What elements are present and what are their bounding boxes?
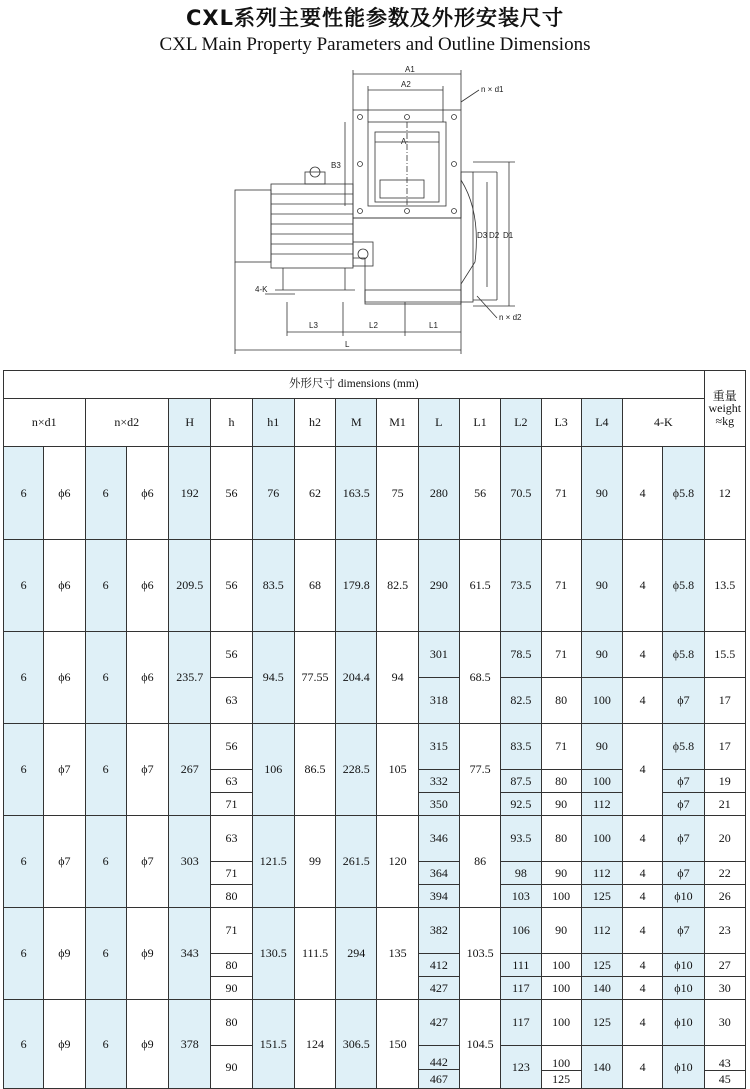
cell-L4: 140 — [581, 1046, 622, 1089]
label-b3: B3 — [331, 161, 341, 170]
cell-H: 192 — [169, 447, 211, 540]
label-l1: L1 — [429, 321, 438, 330]
cell-h1: 121.5 — [252, 816, 294, 908]
cell-L2: 103 — [501, 885, 541, 908]
col-M1: M1 — [377, 399, 418, 447]
cell-Kn: 4 — [623, 816, 663, 862]
cell-K: ϕ7 — [663, 908, 704, 954]
cell-weight: 20 — [704, 816, 745, 862]
cell-weight: 21 — [704, 793, 745, 816]
cell-L4: 140 — [581, 977, 622, 1000]
cell-Kn: 4 — [623, 885, 663, 908]
cell-L: 290 — [418, 540, 459, 632]
cell-weight: 15.5 — [704, 632, 745, 678]
label-a2: A2 — [401, 80, 411, 89]
cell-L2: 70.5 — [501, 447, 541, 540]
cell-h1: 106 — [252, 724, 294, 816]
cell-h2: 62 — [294, 447, 335, 540]
cell-K: ϕ10 — [663, 1046, 704, 1089]
header-weight — [704, 371, 745, 447]
cell-weight: 43 — [704, 1046, 745, 1071]
table-row — [4, 632, 746, 678]
cell-L3: 100 — [541, 885, 581, 908]
cell-h2: 111.5 — [294, 908, 335, 1000]
table-row — [4, 908, 746, 954]
label-l: L — [345, 340, 350, 349]
cell-h1: 76 — [252, 447, 294, 540]
cell-Kn: 4 — [623, 678, 663, 724]
cell-Kn: 4 — [623, 540, 663, 632]
cell-weight: 45 — [704, 1071, 745, 1089]
page-title-chinese: CXL系列主要性能参数及外形安装尺寸 — [186, 6, 564, 30]
cell-L3: 80 — [541, 770, 581, 793]
cell-L2: 78.5 — [501, 632, 541, 678]
cell-L4: 100 — [581, 678, 622, 724]
cell-H: 378 — [169, 1000, 211, 1089]
cell-h: 63 — [211, 770, 252, 793]
cell-h: 90 — [211, 1046, 252, 1089]
cell-L4: 90 — [581, 540, 622, 632]
col-nd1: n×d1 — [4, 399, 86, 447]
cell-L: 427 — [418, 1000, 459, 1046]
cell-Kn: 4 — [623, 1000, 663, 1046]
cell-Kn: 4 — [623, 724, 663, 816]
label-d3: D3 — [477, 231, 488, 240]
cell-K: ϕ7 — [663, 862, 704, 885]
cell-d1: ϕ6 — [44, 632, 85, 724]
label-k: 4-K — [255, 285, 268, 294]
cell-M: 261.5 — [336, 816, 377, 908]
cell-h1: 130.5 — [252, 908, 294, 1000]
cell-L4: 90 — [581, 447, 622, 540]
cell-h2: 99 — [294, 816, 335, 908]
cell-L: 301 — [418, 632, 459, 678]
cell-L2: 82.5 — [501, 678, 541, 724]
cell-h: 90 — [211, 977, 252, 1000]
cell-L3: 90 — [541, 793, 581, 816]
header-weight-cn: 重量 — [712, 388, 737, 403]
cell-L: 427 — [418, 977, 459, 1000]
cell-d2: ϕ6 — [126, 447, 168, 540]
cell-L: 280 — [418, 447, 459, 540]
cell-d2: ϕ7 — [126, 816, 168, 908]
header-dimensions: 外形尺寸 dimensions (mm) — [4, 371, 705, 399]
cell-n1: 6 — [4, 447, 44, 540]
cell-M1: 120 — [377, 816, 418, 908]
cell-h2: 124 — [294, 1000, 335, 1089]
col-K: 4-K — [623, 399, 705, 447]
table-row — [4, 816, 746, 862]
cell-weight: 12 — [704, 447, 745, 540]
cell-h: 56 — [211, 540, 252, 632]
cell-L4: 100 — [581, 816, 622, 862]
cell-weight: 23 — [704, 908, 745, 954]
cell-n1: 6 — [4, 540, 44, 632]
table-row — [4, 447, 746, 540]
cell-L2: 83.5 — [501, 724, 541, 770]
col-L: L — [418, 399, 459, 447]
cell-L2: 87.5 — [501, 770, 541, 793]
cell-K: ϕ7 — [663, 816, 704, 862]
cell-L: 412 — [418, 954, 459, 977]
cell-n1: 6 — [4, 908, 44, 1000]
cell-Kn: 4 — [623, 862, 663, 885]
cell-weight: 19 — [704, 770, 745, 793]
cell-h2: 68 — [294, 540, 335, 632]
cell-L3: 71 — [541, 724, 581, 770]
cell-d1: ϕ6 — [44, 447, 85, 540]
cell-K: ϕ10 — [663, 1000, 704, 1046]
cell-d2: ϕ6 — [126, 632, 168, 724]
table-row — [4, 1000, 746, 1046]
cell-L4: 90 — [581, 724, 622, 770]
header-weight-unit: ≈kg — [715, 413, 735, 428]
cell-M: 228.5 — [336, 724, 377, 816]
cell-h: 56 — [211, 447, 252, 540]
cell-L2: 93.5 — [501, 816, 541, 862]
cell-L2: 117 — [501, 977, 541, 1000]
label-d1: D1 — [503, 231, 514, 240]
cell-L4: 112 — [581, 908, 622, 954]
cell-M1: 75 — [377, 447, 418, 540]
cell-K: ϕ5.8 — [663, 540, 704, 632]
cell-K: ϕ10 — [663, 954, 704, 977]
cell-L3: 125 — [541, 1071, 581, 1089]
cell-h: 56 — [211, 632, 252, 678]
cell-M: 163.5 — [336, 447, 377, 540]
col-L2: L2 — [501, 399, 541, 447]
cell-L1: 86 — [459, 816, 500, 908]
cell-weight: 22 — [704, 862, 745, 885]
cell-M1: 150 — [377, 1000, 418, 1089]
cell-h: 63 — [211, 816, 252, 862]
cell-L2: 111 — [501, 954, 541, 977]
cell-h: 71 — [211, 908, 252, 954]
cell-L: 467 — [418, 1070, 459, 1089]
cell-L4: 100 — [581, 770, 622, 793]
cell-L3: 100 — [541, 1000, 581, 1046]
cell-L2: 98 — [501, 862, 541, 885]
cell-n1: 6 — [4, 724, 44, 816]
cell-Kn: 4 — [623, 632, 663, 678]
cell-M1: 135 — [377, 908, 418, 1000]
col-L3: L3 — [541, 399, 581, 447]
cell-M1: 105 — [377, 724, 418, 816]
cell-L: 382 — [418, 908, 459, 954]
label-l3: L3 — [309, 321, 318, 330]
cell-h2: 86.5 — [294, 724, 335, 816]
table-row — [4, 724, 746, 770]
cell-h: 56 — [211, 724, 252, 770]
cell-d1: ϕ7 — [44, 816, 85, 908]
cell-L3: 100 — [541, 1046, 581, 1071]
cell-weight: 17 — [704, 724, 745, 770]
cell-L: 318 — [418, 678, 459, 724]
col-L1: L1 — [459, 399, 500, 447]
cell-h2: 77.55 — [294, 632, 335, 724]
cell-M1: 82.5 — [377, 540, 418, 632]
cell-L3: 90 — [541, 908, 581, 954]
cell-L4: 125 — [581, 1000, 622, 1046]
cell-K: ϕ5.8 — [663, 632, 704, 678]
cell-d1: ϕ9 — [44, 908, 85, 1000]
cell-L4: 112 — [581, 793, 622, 816]
cell-d2: ϕ9 — [126, 908, 168, 1000]
cell-weight: 30 — [704, 1000, 745, 1046]
cell-L3: 80 — [541, 678, 581, 724]
cell-L3: 80 — [541, 816, 581, 862]
cell-Kn: 4 — [623, 1046, 663, 1089]
cell-H: 209.5 — [169, 540, 211, 632]
cell-H: 303 — [169, 816, 211, 908]
header-weight-en: weight — [708, 401, 742, 416]
cell-L2: 117 — [501, 1000, 541, 1046]
dimension-table — [3, 370, 746, 1089]
cell-L: 346 — [418, 816, 459, 862]
cell-L2: 73.5 — [501, 540, 541, 632]
cell-K: ϕ5.8 — [663, 447, 704, 540]
cell-Kn: 4 — [623, 447, 663, 540]
cell-h1: 94.5 — [252, 632, 294, 724]
cell-L3: 71 — [541, 632, 581, 678]
cell-h: 71 — [211, 862, 252, 885]
cell-h: 71 — [211, 793, 252, 816]
cell-L4: 112 — [581, 862, 622, 885]
cell-L4: 125 — [581, 954, 622, 977]
label-a1: A1 — [405, 65, 415, 74]
cell-h1: 83.5 — [252, 540, 294, 632]
cell-n1: 6 — [4, 816, 44, 908]
cell-n2: 6 — [85, 447, 126, 540]
col-h1: h1 — [252, 399, 294, 447]
cell-L2: 92.5 — [501, 793, 541, 816]
cell-L4: 90 — [581, 632, 622, 678]
label-d2: D2 — [489, 231, 500, 240]
cell-L: 332 — [418, 770, 459, 793]
cell-h: 80 — [211, 1000, 252, 1046]
cell-h: 80 — [211, 885, 252, 908]
cell-n2: 6 — [85, 540, 126, 632]
cell-weight: 17 — [704, 678, 745, 724]
cell-Kn: 4 — [623, 954, 663, 977]
cell-h1: 151.5 — [252, 1000, 294, 1089]
cell-h: 63 — [211, 678, 252, 724]
cell-d1: ϕ6 — [44, 540, 85, 632]
col-h2: h2 — [294, 399, 335, 447]
cell-weight: 27 — [704, 954, 745, 977]
cell-L3: 90 — [541, 862, 581, 885]
cell-L2: 106 — [501, 908, 541, 954]
cell-L: 442 — [418, 1046, 459, 1070]
cell-h: 80 — [211, 954, 252, 977]
cell-L3: 100 — [541, 954, 581, 977]
cell-L3: 71 — [541, 540, 581, 632]
cell-L4: 125 — [581, 885, 622, 908]
cell-n1: 6 — [4, 632, 44, 724]
cell-M1: 94 — [377, 632, 418, 724]
cell-K: ϕ5.8 — [663, 724, 704, 770]
cell-L1: 61.5 — [459, 540, 500, 632]
cell-M: 294 — [336, 908, 377, 1000]
cell-H: 343 — [169, 908, 211, 1000]
cell-weight: 13.5 — [704, 540, 745, 632]
cell-K: ϕ10 — [663, 977, 704, 1000]
cell-weight: 30 — [704, 977, 745, 1000]
cell-n2: 6 — [85, 1000, 126, 1089]
label-a: A — [401, 137, 407, 146]
cell-H: 235.7 — [169, 632, 211, 724]
table-row — [4, 540, 746, 632]
cell-L3: 100 — [541, 977, 581, 1000]
cell-d1: ϕ9 — [44, 1000, 85, 1089]
col-L4: L4 — [581, 399, 622, 447]
cell-L3: 71 — [541, 447, 581, 540]
cell-n2: 6 — [85, 632, 126, 724]
col-H: H — [169, 399, 211, 447]
cell-weight: 26 — [704, 885, 745, 908]
cell-L2: 123 — [501, 1046, 541, 1089]
outline-drawing — [225, 62, 535, 362]
cell-d2: ϕ7 — [126, 724, 168, 816]
col-h: h — [211, 399, 252, 447]
cell-L1: 104.5 — [459, 1000, 500, 1089]
cell-n1: 6 — [4, 1000, 44, 1089]
cell-d2: ϕ6 — [126, 540, 168, 632]
cell-n2: 6 — [85, 724, 126, 816]
cell-M: 306.5 — [336, 1000, 377, 1089]
cell-M: 179.8 — [336, 540, 377, 632]
cell-K: ϕ10 — [663, 885, 704, 908]
cell-L1: 77.5 — [459, 724, 500, 816]
cell-K: ϕ7 — [663, 678, 704, 724]
cell-d1: ϕ7 — [44, 724, 85, 816]
cell-L: 394 — [418, 885, 459, 908]
label-nd1: n × d1 — [481, 85, 504, 94]
cell-Kn: 4 — [623, 908, 663, 954]
cell-K: ϕ7 — [663, 770, 704, 793]
cell-L: 350 — [418, 793, 459, 816]
cell-K: ϕ7 — [663, 793, 704, 816]
cell-H: 267 — [169, 724, 211, 816]
cell-L1: 68.5 — [459, 632, 500, 724]
cell-L: 364 — [418, 862, 459, 885]
cell-L1: 103.5 — [459, 908, 500, 1000]
cell-M: 204.4 — [336, 632, 377, 724]
label-nd2: n × d2 — [499, 313, 522, 322]
label-l2: L2 — [369, 321, 378, 330]
page-title-english: CXL Main Property Parameters and Outline Dimensions — [159, 34, 591, 55]
col-M: M — [336, 399, 377, 447]
cell-L1: 56 — [459, 447, 500, 540]
cell-n2: 6 — [85, 908, 126, 1000]
col-nd2: n×d2 — [85, 399, 169, 447]
cell-L: 315 — [418, 724, 459, 770]
cell-Kn: 4 — [623, 977, 663, 1000]
cell-d2: ϕ9 — [126, 1000, 168, 1089]
cell-n2: 6 — [85, 816, 126, 908]
